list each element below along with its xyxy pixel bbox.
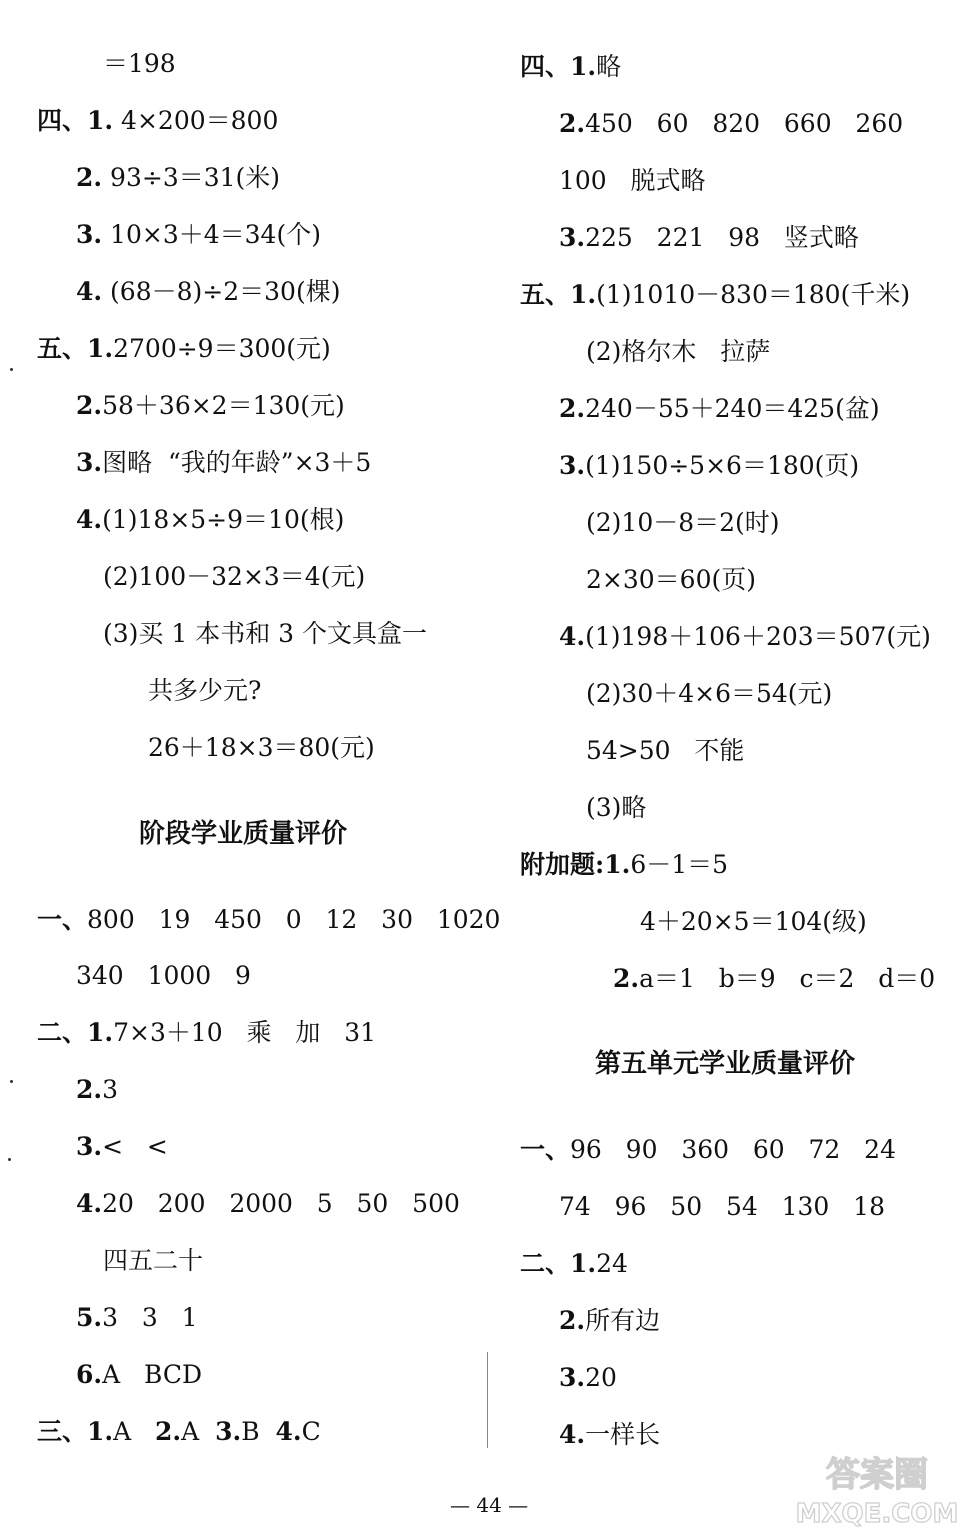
item-number: 2. bbox=[76, 1075, 103, 1104]
answer-line: (2)100－32×3＝4(元) bbox=[103, 562, 366, 591]
answer-line: 4. (68－8)÷2＝30(棵) bbox=[76, 277, 341, 306]
section-title: 第五单元学业质量评价 bbox=[595, 1049, 856, 1079]
item-number: 2. bbox=[559, 109, 586, 138]
answer-line: 2.a＝1 b＝9 c＝2 d＝0 bbox=[613, 964, 936, 993]
answer-line: 74 96 50 54 130 18 bbox=[559, 1192, 885, 1221]
item-number: 三、1. bbox=[37, 1417, 114, 1446]
answer-line: 五、1.(1)1010－830＝180(千米) bbox=[520, 280, 911, 309]
answer-line: (2)30＋4×6＝54(元) bbox=[586, 679, 833, 708]
item-number: 3. bbox=[559, 451, 586, 480]
column-divider bbox=[487, 1352, 488, 1448]
answer-line: 2. 93÷3＝31(米) bbox=[76, 163, 281, 192]
item-number: 五、1. bbox=[520, 280, 597, 309]
item-number: 3. bbox=[215, 1417, 242, 1446]
item-number: 4. bbox=[76, 505, 103, 534]
section-title: 阶段学业质量评价 bbox=[139, 819, 348, 849]
answer-line: ＝198 bbox=[103, 49, 176, 78]
answer-line: 3.(1)150÷5×6＝180(页) bbox=[559, 451, 860, 480]
answer-line: (3)略 bbox=[586, 793, 647, 822]
answer-line: 6.A BCD bbox=[76, 1360, 203, 1389]
answer-line: 5.3 3 1 bbox=[76, 1303, 198, 1332]
item-number: 3. bbox=[559, 223, 586, 252]
item-number: 四、1. bbox=[520, 52, 597, 81]
answer-line: 3.20 bbox=[559, 1363, 617, 1392]
answer-line: 二、1.7×3＋10 乘 加 31 bbox=[37, 1018, 377, 1047]
answer-line: 3.< < bbox=[76, 1132, 168, 1161]
answer-line: 附加题:1.6－1＝5 bbox=[520, 850, 729, 879]
item-number: 2. bbox=[613, 964, 640, 993]
answer-line: 4.(1)198＋106＋203＝507(元) bbox=[559, 622, 931, 651]
item-number: 5. bbox=[76, 1303, 103, 1332]
answer-line: (2)格尔木 拉萨 bbox=[586, 337, 771, 366]
answer-line: 四、1. 4×200＝800 bbox=[37, 106, 279, 135]
item-number: 2. bbox=[155, 1417, 182, 1446]
item-number: 附加题:1. bbox=[520, 850, 631, 879]
item-number: 4. bbox=[76, 1189, 103, 1218]
answer-line: 四、1.略 bbox=[520, 52, 622, 81]
item-number: 一、 bbox=[37, 905, 88, 934]
answer-line: (2)10－8＝2(时) bbox=[586, 508, 780, 537]
item-number: 4. bbox=[275, 1417, 302, 1446]
answer-line: 100 脱式略 bbox=[559, 166, 706, 195]
item-number: 2. bbox=[559, 1306, 586, 1335]
answer-line: 4＋20×5＝104(级) bbox=[640, 907, 867, 936]
item-number: 3. bbox=[76, 1132, 103, 1161]
answer-line: 共多少元? bbox=[148, 676, 262, 705]
item-number: 2. bbox=[76, 163, 103, 192]
answer-line: 2.所有边 bbox=[559, 1306, 661, 1335]
answer-line: (3)买 1 本书和 3 个文具盒一 bbox=[103, 619, 428, 648]
item-number: 3. bbox=[76, 220, 103, 249]
scan-speck bbox=[8, 1158, 11, 1161]
answer-line: 2.450 60 820 660 260 bbox=[559, 109, 904, 138]
item-number: 4. bbox=[76, 277, 103, 306]
answer-line: 2.3 bbox=[76, 1075, 119, 1104]
item-number: 4. bbox=[559, 622, 586, 651]
answer-line: 3.225 221 98 竖式略 bbox=[559, 223, 859, 252]
answer-line: 4.一样长 bbox=[559, 1420, 661, 1449]
scan-speck bbox=[10, 368, 13, 371]
scan-speck bbox=[10, 1080, 13, 1083]
answer-line: 4.20 200 2000 5 50 500 bbox=[76, 1189, 460, 1218]
watermark-top-text: 答案圈 bbox=[826, 1455, 928, 1495]
watermark-logo bbox=[790, 1448, 965, 1530]
item-number: 6. bbox=[76, 1360, 103, 1389]
answer-line: 3.图略 “我的年龄”×3＋5 bbox=[76, 448, 372, 477]
item-number: 一、 bbox=[520, 1135, 571, 1164]
page-number: — 44 — bbox=[450, 1493, 529, 1517]
answer-line: 五、1.2700÷9＝300(元) bbox=[37, 334, 331, 363]
watermark-bottom-text: MXQE.COM bbox=[795, 1499, 959, 1529]
item-number: 4. bbox=[559, 1420, 586, 1449]
answer-line: 3. 10×3＋4＝34(个) bbox=[76, 220, 321, 249]
answer-line: 三、1.A 2.A 3.B 4.C bbox=[37, 1417, 321, 1446]
item-number: 二、1. bbox=[37, 1018, 114, 1047]
answer-line: 四五二十 bbox=[103, 1246, 204, 1275]
item-number: 3. bbox=[76, 448, 103, 477]
item-number: 2. bbox=[76, 391, 103, 420]
answer-line: 2.240－55＋240＝425(盆) bbox=[559, 394, 880, 423]
answer-line: 26＋18×3＝80(元) bbox=[148, 733, 375, 762]
answer-line: 一、96 90 360 60 72 24 bbox=[520, 1135, 896, 1164]
answer-line: 一、800 19 450 0 12 30 1020 bbox=[37, 905, 501, 934]
answer-line: 4.(1)18×5÷9＝10(根) bbox=[76, 505, 345, 534]
item-number: 2. bbox=[559, 394, 586, 423]
item-number: 二、1. bbox=[520, 1249, 597, 1278]
answer-line: 2×30＝60(页) bbox=[586, 565, 756, 594]
answer-line: 二、1.24 bbox=[520, 1249, 628, 1278]
item-number: 四、1. bbox=[37, 106, 114, 135]
answer-line: 340 1000 9 bbox=[76, 961, 251, 990]
answer-line: 54>50 不能 bbox=[586, 736, 745, 765]
answer-line: 2.58＋36×2＝130(元) bbox=[76, 391, 345, 420]
item-number: 五、1. bbox=[37, 334, 114, 363]
item-number: 3. bbox=[559, 1363, 586, 1392]
